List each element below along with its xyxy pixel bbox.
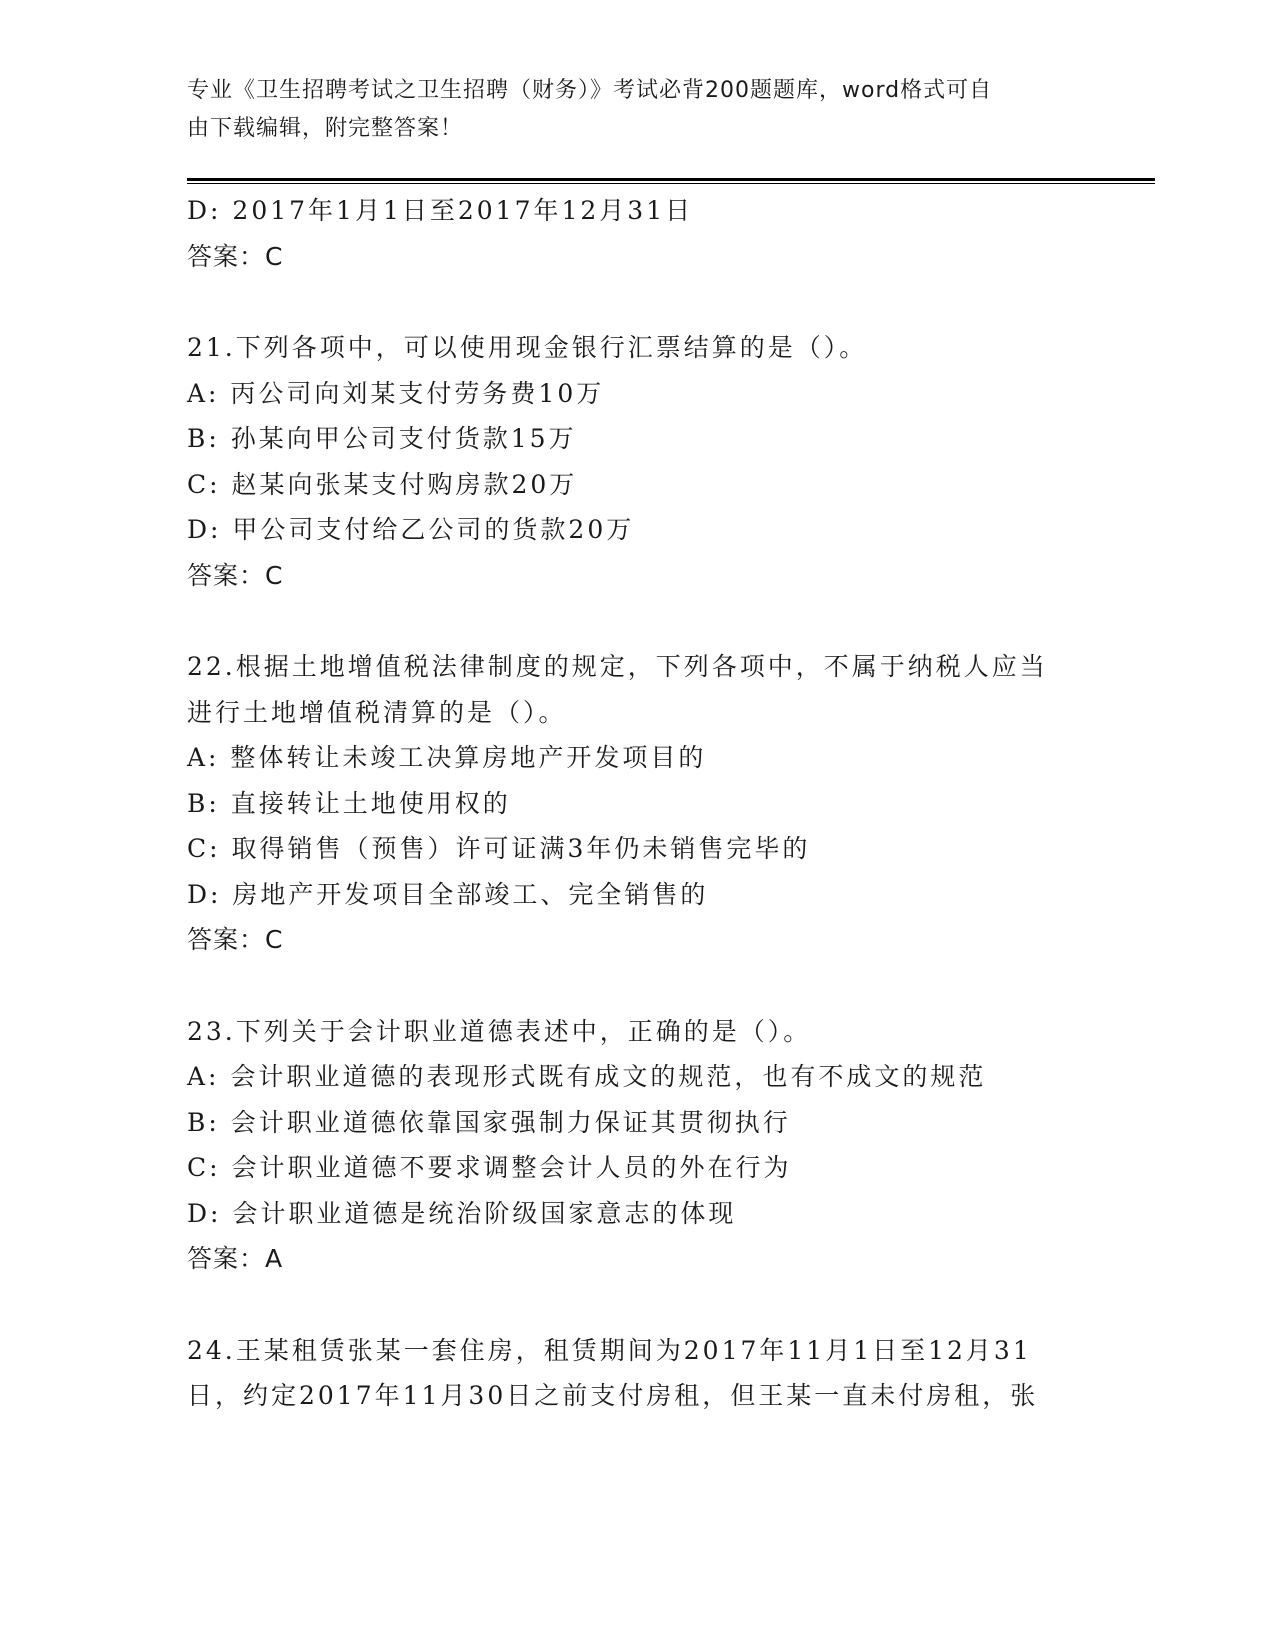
- option-b: B: 会计职业道德依靠国家强制力保证其贯彻执行: [187, 1107, 791, 1137]
- option-d: D: 2017年1月1日至2017年12月31日: [187, 196, 694, 225]
- document-header: [187, 72, 1067, 148]
- question-stem-line-2: 日，约定2017年11月30日之前支付房租，但王某一直未付房租，张: [187, 1381, 1039, 1410]
- option-c: C: 取得销售（预售）许可证满3年仍未销售完毕的: [187, 834, 811, 863]
- option-d: D: 房地产开发项目全部竣工、完全销售的: [187, 879, 709, 909]
- spacer: [187, 279, 1067, 325]
- question-stem-line-2: 进行土地增值税清算的是（）。: [187, 697, 567, 727]
- header-line-1: 专业《卫生招聘考试之卫生招聘（财务）》考试必背200题题库，word格式可自: [187, 78, 993, 103]
- option-c: C: 会计职业道德不要求调整会计人员的外在行为: [187, 1153, 792, 1182]
- option-b: B: 孙某向甲公司支付货款15万: [187, 424, 577, 453]
- question-stem-line-1: 24.王某租赁张某一套住房，租赁期间为2017年11月1日至12月31: [187, 1335, 1032, 1365]
- header-rule-thick: [187, 178, 1155, 181]
- spacer: [187, 963, 1067, 1009]
- answer: 答案：A: [187, 1244, 284, 1273]
- option-a: A: 会计职业道德的表现形式既有成文的规范，也有不成文的规范: [187, 1062, 987, 1091]
- answer: 答案：C: [187, 925, 284, 954]
- option-d: D: 甲公司支付给乙公司的货款20万: [187, 515, 635, 544]
- question-21: [187, 325, 1067, 598]
- spacer: [187, 1282, 1067, 1328]
- spacer: [187, 598, 1067, 644]
- option-c: C: 赵某向张某支付购房款20万: [187, 469, 578, 499]
- question-stem-line-1: 22.根据土地增值税法律制度的规定，下列各项中，不属于纳税人应当: [187, 652, 1048, 681]
- question-content: [187, 188, 1067, 1419]
- question-22: [187, 644, 1067, 963]
- option-d: D: 会计职业道德是统治阶级国家意志的体现: [187, 1198, 737, 1228]
- option-a: A: 丙公司向刘某支付劳务费10万: [187, 378, 605, 408]
- question-stem: 21.下列各项中，可以使用现金银行汇票结算的是（）。: [187, 333, 868, 362]
- question-23: [187, 1009, 1067, 1282]
- question-stem: 23.下列关于会计职业道德表述中，正确的是（）。: [187, 1016, 812, 1046]
- answer: 答案：C: [187, 241, 284, 271]
- question-24: [187, 1328, 1067, 1419]
- option-b: B: 直接转让土地使用权的: [187, 788, 511, 818]
- header-rule-thin: [187, 183, 1155, 184]
- previous-question-tail: [187, 188, 1067, 279]
- header-line-2: 由下载编辑，附完整答案！: [187, 116, 464, 141]
- answer: 答案：C: [187, 560, 284, 590]
- option-a: A: 整体转让未竣工决算房地产开发项目的: [187, 743, 707, 772]
